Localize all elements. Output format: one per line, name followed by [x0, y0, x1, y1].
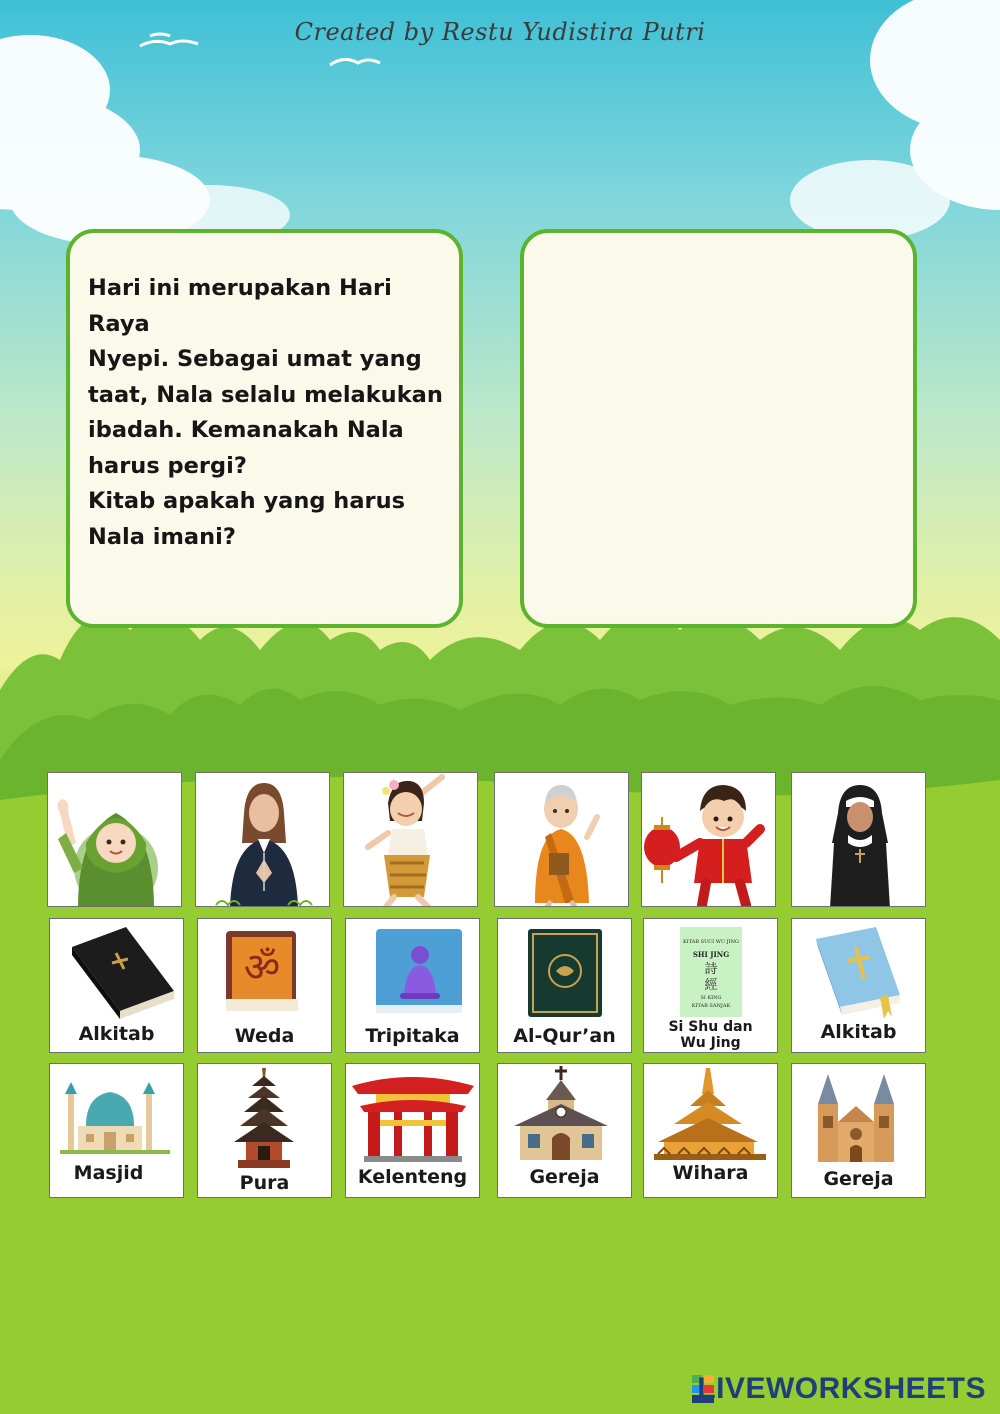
question-line: Hari ini merupakan Hari Raya	[88, 275, 392, 337]
book-tile-alkitab-black[interactable]	[49, 918, 184, 1053]
answer-drop-zone[interactable]	[520, 229, 917, 628]
character-tile-chinese-boy[interactable]	[641, 772, 776, 907]
buddhist-monk-icon	[495, 773, 629, 907]
cover-text: 詩	[704, 962, 718, 977]
book-tile-alquran[interactable]	[497, 918, 632, 1053]
question-card	[66, 229, 463, 628]
question-line: harus pergi?	[88, 452, 247, 479]
book-tile-si-shu-wu-jing[interactable]	[643, 918, 778, 1053]
chinese-boy-lantern-icon	[642, 773, 776, 907]
book-tile-weda[interactable]	[197, 918, 332, 1053]
question-line: Nala imani?	[88, 523, 236, 550]
character-tile-christian-woman[interactable]	[195, 772, 330, 907]
character-tile-muslim-girl[interactable]	[47, 772, 182, 907]
muslim-girl-icon	[48, 773, 182, 907]
book-label: Alkitab	[820, 1021, 897, 1043]
book-tile-tripitaka[interactable]	[345, 918, 480, 1053]
book-label-line: Si Shu dan	[668, 1019, 753, 1035]
book-label: Alkitab	[78, 1023, 155, 1045]
place-tile-kelenteng[interactable]	[345, 1063, 480, 1198]
place-tile-masjid[interactable]	[49, 1063, 184, 1198]
place-tile-pura[interactable]	[197, 1063, 332, 1198]
svg-text:ॐ: ॐ	[243, 945, 281, 991]
nun-icon	[792, 773, 926, 907]
place-tile-wihara[interactable]	[643, 1063, 778, 1198]
cover-text: KITAB SANJAK	[691, 1003, 731, 1009]
place-tile-gereja-cathedral[interactable]	[791, 1063, 926, 1198]
question-line: taat, Nala selalu melakukan	[88, 381, 443, 408]
place-tile-gereja[interactable]	[497, 1063, 632, 1198]
character-tile-balinese-girl[interactable]	[343, 772, 478, 907]
cover-text: KITAB SUCI WU JING	[683, 939, 739, 945]
question-text	[88, 271, 443, 555]
praying-christian-woman-icon	[196, 773, 330, 907]
balinese-dancer-girl-icon	[344, 773, 478, 907]
place-label: Kelenteng	[357, 1166, 468, 1188]
book-label: Al-Qur’an	[513, 1025, 616, 1047]
question-line: Kitab apakah yang harus	[88, 488, 406, 514]
place-label: Gereja	[823, 1168, 894, 1190]
place-label: Masjid	[73, 1162, 144, 1184]
liveworksheets-brand[interactable]: LIVEWORKSHEETS	[697, 1372, 986, 1405]
character-tile-buddhist-monk[interactable]	[494, 772, 629, 907]
question-line: ibadah. Kemanakah Nala	[88, 417, 404, 443]
cover-text: SI KING	[700, 995, 722, 1001]
place-label: Gereja	[529, 1166, 600, 1188]
book-label-line: Wu Jing	[680, 1035, 741, 1051]
place-label: Wihara	[672, 1162, 749, 1184]
book-label: Weda	[234, 1025, 295, 1047]
cover-text: SHI JING	[692, 950, 730, 959]
character-tile-nun[interactable]	[791, 772, 926, 907]
credit-text: Created by Restu Yudistira Putri	[294, 18, 706, 46]
place-label: Pura	[239, 1172, 290, 1194]
book-label: Tripitaka	[365, 1025, 460, 1047]
book-label	[644, 1019, 777, 1051]
cover-text: 經	[704, 978, 718, 993]
question-line: Nyepi. Sebagai umat yang	[88, 346, 422, 372]
book-tile-alkitab-blue[interactable]	[791, 918, 926, 1053]
